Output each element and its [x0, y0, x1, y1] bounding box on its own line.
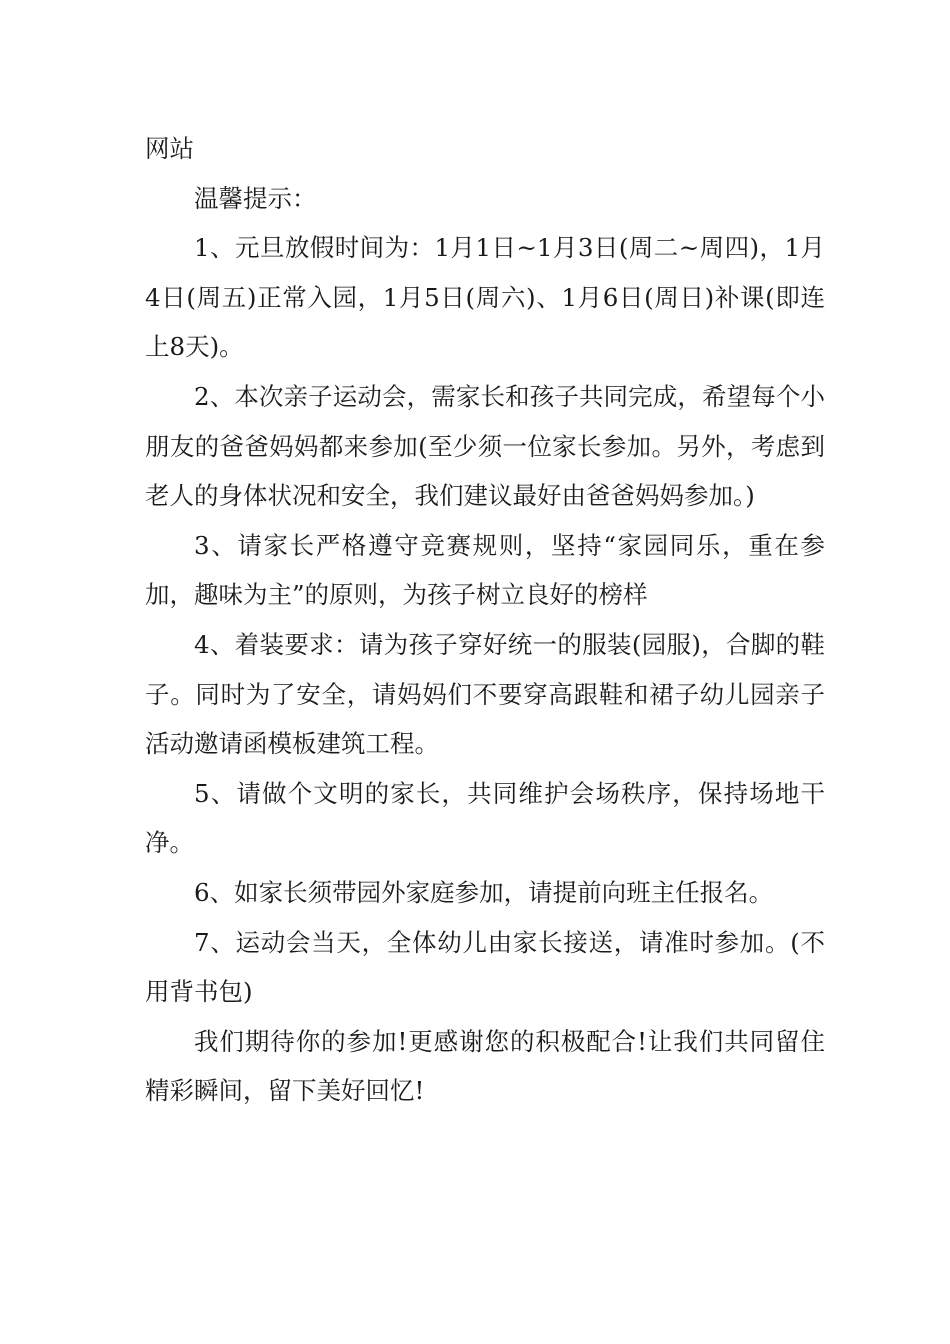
tip-item-6: 6、如家长须带园外家庭参加，请提前向班主任报名。	[194, 877, 774, 907]
tip-item-5: 5、请做个文明的家长，共同维护会场秩序，保持场地干净。	[145, 778, 825, 858]
tip-item-3: 3、请家长严格遵守竞赛规则，坚持“家园同乐，重在参加，趣味为主”的原则，为孩子树立良好的榜样	[145, 530, 825, 610]
lead-text: 网站	[145, 134, 194, 163]
tip-item-4: 4、着装要求：请为孩子穿好统一的服装(园服)，合脚的鞋子。同时为了安全，请妈妈们不要穿高跟鞋和裙子幼儿园亲子活动邀请函模板建筑工程。	[145, 629, 825, 759]
tips-heading: 温馨提示：	[194, 183, 317, 213]
document-body	[145, 124, 825, 1116]
tip-item-1: 1、元旦放假时间为：1月1日~1月3日(周二~周四)，1月4日(周五)正常入园，1月5日(周六)、1月6日(周日)补课(即连上8天)。	[145, 233, 825, 362]
closing-text: 我们期待你的参加!更感谢您的积极配合!让我们共同留住精彩瞬间，留下美好回忆!	[145, 1026, 825, 1106]
tip-item-2: 2、本次亲子运动会，需家长和孩子共同完成，希望每个小朋友的爸爸妈妈都来参加(至少须一位家长参加。另外，考虑到老人的身体状况和安全，我们建议最好由爸爸妈妈参加。)	[145, 381, 825, 511]
tip-item-7: 7、运动会当天，全体幼儿由家长接送，请准时参加。(不用背书包)	[145, 927, 825, 1007]
